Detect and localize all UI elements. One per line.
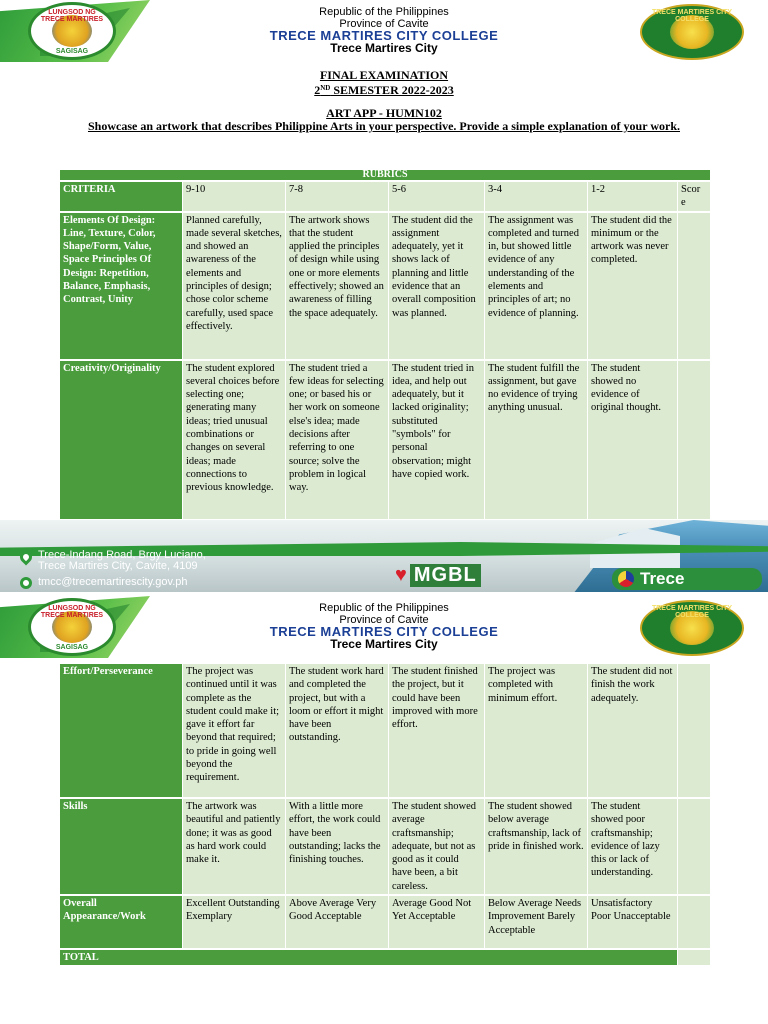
rubric-cell: The student tried a few ideas for selecting one; or based his or her work on someone else's idea; made decisions after referring to one source; solve the problem in logical way. (286, 360, 389, 520)
rubric-header-row (60, 181, 711, 212)
criteria-creativity: Creativity/Originality (60, 360, 183, 520)
rubric-cell: The student finished the project, but it could have been improved with more effort. (389, 664, 485, 798)
rubric-cell: The student did the minimum or the artwork was never completed. (588, 212, 678, 360)
header-score: Scor e (678, 181, 711, 212)
score-cell[interactable] (678, 798, 711, 895)
exam-title-block (0, 69, 768, 133)
rubric-cell: Average Good Not Yet Acceptable (389, 895, 485, 949)
semester-year: SEMESTER 2022-2023 (330, 83, 454, 97)
header-7-8: 7-8 (286, 181, 389, 212)
trece-text: Trece (640, 569, 685, 588)
philippine-flag-icon (618, 571, 634, 587)
email-row (20, 577, 340, 589)
rubric-cell: With a little more effort, the work could have been outstanding; lacks the finishing touches. (286, 798, 389, 895)
rubric-cell: The student showed no evidence of original thought. (588, 360, 678, 520)
rubric-title-row (60, 170, 711, 181)
header-titles (200, 602, 568, 650)
republic-text: Republic of the Philippines (319, 6, 449, 18)
address-line1: Trece-Indang Road, Brgy Luciano, (38, 549, 206, 561)
province-text: Province of Cavite (339, 18, 429, 30)
criteria-effort: Effort/Perseverance (60, 664, 183, 798)
email-icon (20, 577, 32, 589)
criteria-elements-of-design: Elements Of Design: Line, Texture, Color, Shape/Form, Value, Space Principles Of Design: Repetition, Balance, Emphasis, Contrast, Unity (60, 212, 183, 360)
contact-info (20, 550, 340, 592)
rubric-cell: The student did the assignment adequately, yet it shows lack of planning and little evidence that an overall composition was planned. (389, 212, 485, 360)
rubric-cell: The student showed below average craftsmanship, lack of pride in finished work. (485, 798, 588, 895)
score-cell[interactable] (678, 895, 711, 949)
rubric-title: RUBRICS (60, 170, 711, 181)
header-1-2: 1-2 (588, 181, 678, 212)
total-score-cell[interactable] (678, 949, 711, 966)
rubric-cell: Excellent Outstanding Exemplary (183, 895, 286, 949)
rubric-cell: Above Average Very Good Acceptable (286, 895, 389, 949)
address-row (20, 550, 340, 572)
criteria-overall-appearance: Overall Appearance/Work (60, 895, 183, 949)
province-text: Province of Cavite (339, 614, 429, 626)
city-seal-ring-text: LUNGSOD NG TRECE MARTIRES (40, 9, 104, 23)
semester-line (0, 82, 768, 97)
rubric-cell: The student tried in idea, and help out adequately, but it lacked originality; substituted "symbols" for personal observation; might have copied work. (389, 360, 485, 520)
table-row (60, 798, 711, 895)
city-name: Trece Martires City (330, 41, 438, 55)
email-link[interactable]: tmcc@trecemartirescity.gov.ph (38, 576, 188, 588)
rubric-cell: The artwork shows that the student applied the principles of design while using one or more elements effectively; showed an awareness of filling the space adequately. (286, 212, 389, 360)
city-seal-bottom-text: SAGISAG (55, 644, 89, 651)
page2-header (0, 596, 768, 658)
college-name: TRECE MARTIRES CITY COLLEGE (269, 624, 499, 639)
college-seal-ring-text: TRECE MARTIRES CITY COLLEGE (651, 9, 733, 23)
score-cell[interactable] (678, 212, 711, 360)
rubric-table-page1 (59, 170, 711, 521)
table-row (60, 212, 711, 360)
heart-icon: ♥ (395, 564, 407, 586)
city-seal-ring-text: LUNGSOD NG TRECE MARTIRES (40, 605, 104, 619)
header-titles (200, 6, 568, 54)
total-label: TOTAL (60, 949, 678, 966)
trece-logo (612, 568, 762, 590)
mgbl-logo (395, 564, 481, 587)
rubric-cell: Unsatisfactory Poor Unacceptable (588, 895, 678, 949)
rubric-cell: The student did not finish the work adequately. (588, 664, 678, 798)
rubric-cell: The assignment was completed and turned in, but showed little evidence of any understanding of the elements and principles of art; no evidence of planning. (485, 212, 588, 360)
rubric-cell: The student fulfill the assignment, but gave no evidence of trying anything unusual. (485, 360, 588, 520)
course-code: ART APP - HUMN102 (326, 106, 442, 120)
location-pin-icon (18, 549, 35, 566)
city-seal-logo (28, 2, 116, 60)
college-name: TRECE MARTIRES CITY COLLEGE (269, 28, 499, 43)
college-seal-logo (640, 600, 744, 656)
rubric-cell: The student explored several choices before selecting one; generating many ideas; tried unusual combinations or changes on several ideas; made connections to previous knowledge. (183, 360, 286, 520)
college-seal-ring-text: TRECE MARTIRES CITY COLLEGE (651, 605, 733, 619)
header-9-10: 9-10 (183, 181, 286, 212)
score-cell[interactable] (678, 360, 711, 520)
exam-instructions: Showcase an artwork that describes Philippine Arts in your perspective. Provide a simple explanation of your work. (87, 119, 680, 133)
table-row (60, 664, 711, 798)
score-cell[interactable] (678, 664, 711, 798)
rubric-cell: The project was continued until it was complete as the student could make it; gave it effort far beyond that required; to pride in going well beyond the requirement. (183, 664, 286, 798)
header-5-6: 5-6 (389, 181, 485, 212)
republic-text: Republic of the Philippines (319, 602, 449, 614)
mgbl-text: MGBL (410, 564, 481, 587)
rubric-cell: The student showed poor craftsmanship; evidence of lazy this or lack of understanding. (588, 798, 678, 895)
college-seal-logo (640, 4, 744, 60)
page1-header (0, 0, 768, 62)
rubric-cell: The student showed average craftsmanship; adequate, but not as good as it could have been, a bit careless. (389, 798, 485, 895)
header-3-4: 3-4 (485, 181, 588, 212)
rubric-cell: Planned carefully, made several sketches, and showed an awareness of the elements and principles of design; chose color scheme carefully, used space effectively. (183, 212, 286, 360)
criteria-skills: Skills (60, 798, 183, 895)
city-name: Trece Martires City (330, 637, 438, 651)
rubric-cell: The artwork was beautiful and patiently done; it was as good as hard work could make it. (183, 798, 286, 895)
rubric-table-page2 (59, 664, 711, 967)
rubric-cell: The project was completed with minimum effort. (485, 664, 588, 798)
city-seal-bottom-text: SAGISAG (55, 48, 89, 55)
table-row (60, 895, 711, 949)
semester-number: 2 (314, 83, 321, 97)
page1-footer (0, 520, 768, 592)
table-row (60, 360, 711, 520)
semester-suffix: ND (320, 84, 331, 92)
rubric-cell: Below Average Needs Improvement Barely Acceptable (485, 895, 588, 949)
city-seal-logo (28, 598, 116, 656)
exam-title: FINAL EXAMINATION (319, 68, 449, 82)
header-criteria: CRITERIA (60, 181, 183, 212)
rubric-cell: The student work hard and completed the project, but with a loom or effort it might have been outstanding. (286, 664, 389, 798)
address-line2: Trece Martires City, Cavite, 4109 (38, 560, 198, 572)
total-row (60, 949, 711, 966)
